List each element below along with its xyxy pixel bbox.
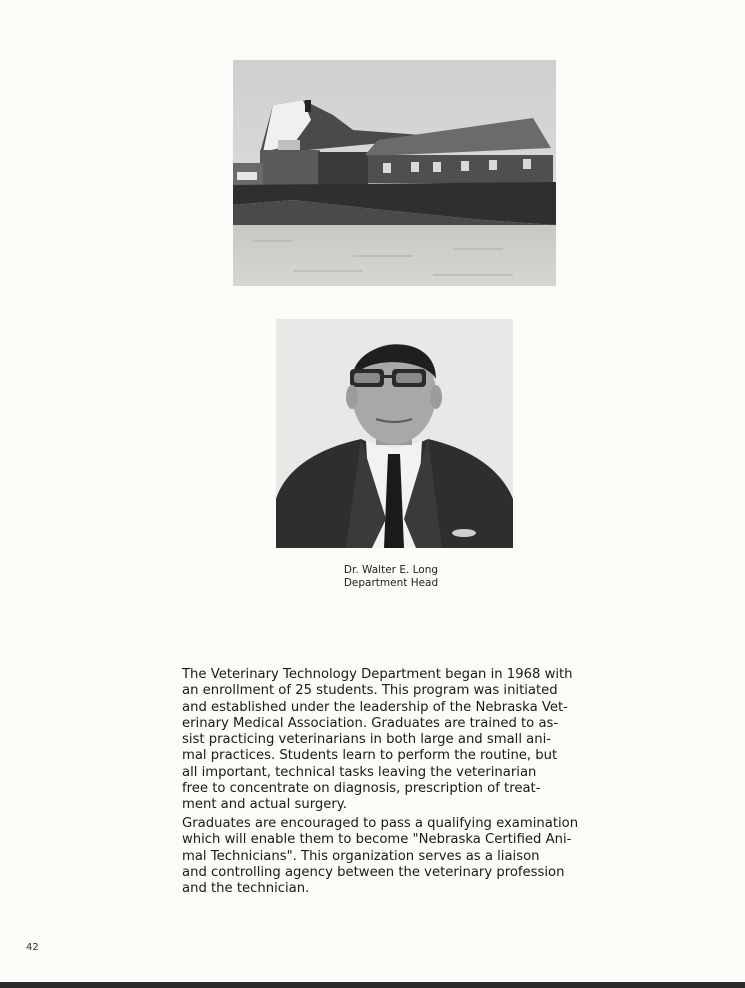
text-line: free to concentrate on diagnosis, prescription of treat-: [182, 781, 541, 797]
text-line: and controlling agency between the veterinary profession: [182, 864, 565, 880]
portrait-caption: [300, 564, 482, 589]
text-line: and the technician.: [182, 881, 310, 897]
text-line: erinary Medical Association. Graduates are trained to as-: [182, 715, 559, 731]
text-line: The Veterinary Technology Department began in 1968 with: [182, 667, 573, 682]
paragraph-1: [182, 667, 612, 814]
text-line: which will enable them to become "Nebraska Certified Ani-: [182, 832, 572, 848]
text-line: mal practices. Students learn to perform the routine, but: [182, 748, 558, 764]
paragraph-2: [182, 816, 612, 897]
text-line: ment and actual surgery.: [182, 797, 347, 813]
caption-title: Department Head: [343, 576, 439, 589]
portrait-photo: [276, 319, 513, 548]
text-line: an enrollment of 25 students. This program was initiated: [182, 683, 558, 699]
page-number: 42: [26, 942, 39, 953]
caption-name: Dr. Walter E. Long: [343, 564, 439, 576]
text-line: mal Technicians". This organization serves as a liaison: [182, 848, 540, 864]
text-line: all important, technical tasks leaving the veterinarian: [182, 764, 537, 780]
text-line: sist practicing veterinarians in both large and small ani-: [182, 732, 552, 748]
text-line: Graduates are encouraged to pass a qualifying examination: [182, 816, 579, 831]
text-line: and established under the leadership of the Nebraska Vet-: [182, 699, 568, 715]
page-bottom-edge: [0, 982, 745, 988]
building-photo: [233, 60, 556, 286]
